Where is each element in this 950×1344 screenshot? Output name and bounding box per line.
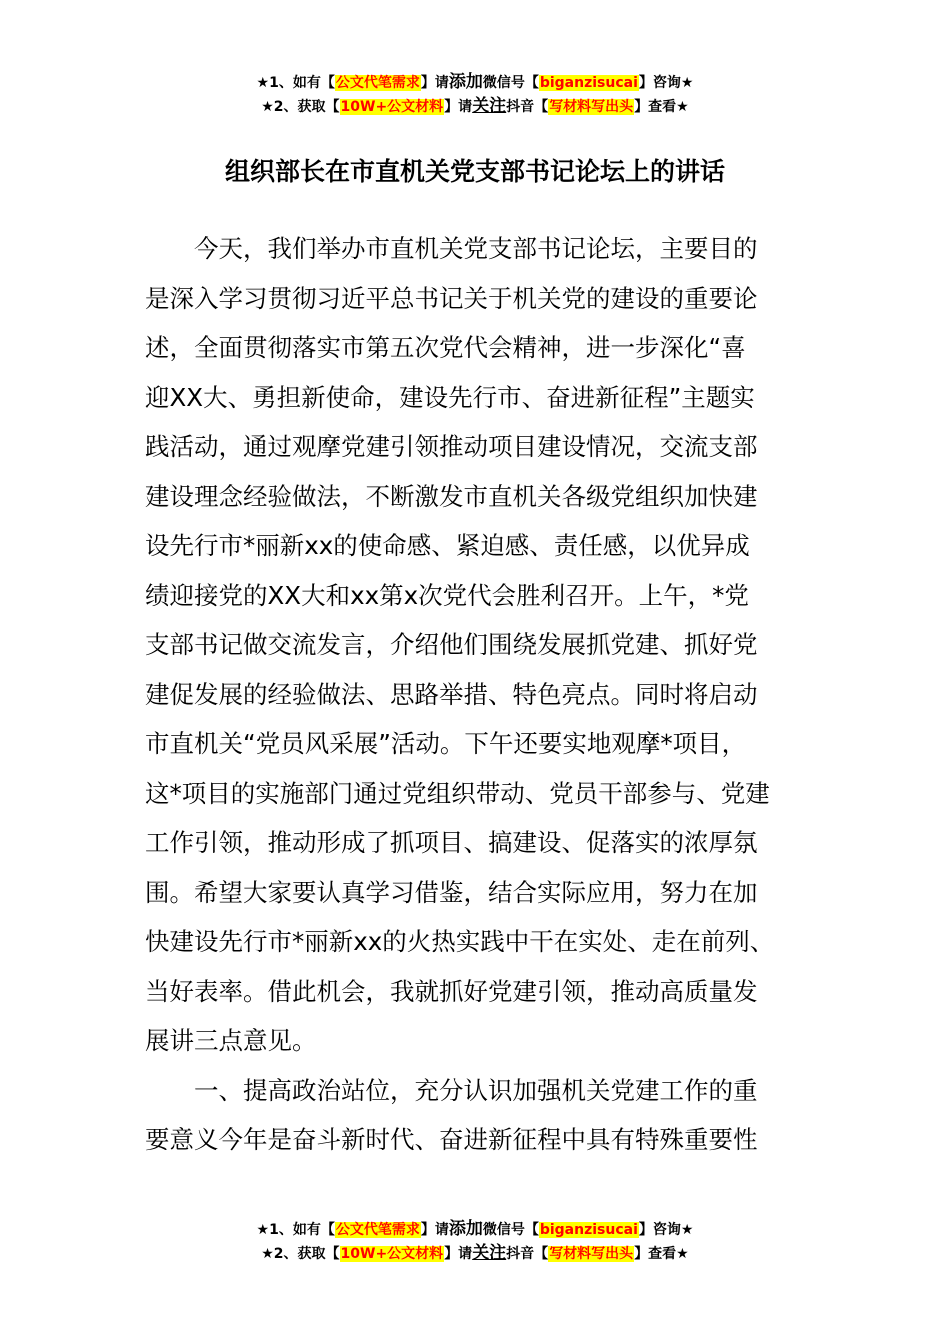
banner-text: ★1、如有【 (256, 75, 335, 91)
banner-text: 微信号【 (482, 75, 539, 91)
banner-highlight: 10W+公文材料 (340, 1246, 444, 1262)
body-text-line: 当好表率。借此机会，我就抓好党建引领，推动高质量发 (145, 976, 758, 1006)
banner-text: 】请 (420, 75, 449, 91)
banner-emphasis: 关注 (472, 96, 507, 116)
body-text-line: 绩迎接党的XX大和xx第x次党代会胜利召开。上午，*党 (145, 580, 749, 610)
banner-text: 】查看★ (634, 1246, 689, 1262)
body-text-line: 展讲三点意见。 (145, 1026, 317, 1055)
banner-text: ★2、获取【 (261, 1246, 340, 1262)
banner-text: 】查看★ (634, 99, 689, 115)
banner-text: 】请 (444, 99, 473, 115)
banner-text: ★1、如有【 (256, 1222, 335, 1238)
body-text-line: 迎XX大、勇担新使命，建设先行市、奋进新征程”主题实 (145, 382, 755, 412)
body-text-line: 要意义今年是奋斗新时代、奋进新征程中具有特殊重要性 (145, 1125, 758, 1154)
body-text-line: 是深入学习贯彻习近平总书记关于机关党的建设的重要论 (145, 283, 758, 313)
body-text-line: 建设理念经验做法，不断激发市直机关各级党组织加快建 (145, 481, 758, 511)
document-title: 组织部长在市直机关党支部书记论坛上的讲话 (224, 157, 725, 186)
footer-banner-line-2 (0, 1241, 950, 1265)
wechat-id-highlight: biganzisucai (539, 1222, 638, 1238)
banner-text: 抖音【 (506, 1246, 549, 1262)
body-text-line: 支部书记做交流发言，介绍他们围绕发展抓党建、抓好党 (145, 630, 758, 659)
footer-banner-line-1 (0, 1217, 950, 1241)
douyin-id-highlight: 写材料写出头 (549, 1246, 634, 1262)
banner-text: 】请 (444, 1246, 473, 1262)
body-text-line: 一、提高政治站位，充分认识加强机关党建工作的重 (145, 1075, 758, 1105)
body-text-line: 建促发展的经验做法、思路举措、特色亮点。同时将启动 (145, 679, 758, 709)
body-text-line: 述，全面贯彻落实市第五次党代会精神，进一步深化“喜 (145, 333, 746, 362)
header-banner-line-1 (0, 70, 950, 94)
banner-emphasis: 关注 (472, 1243, 507, 1263)
body-text-line: 今天，我们举办市直机关党支部书记论坛，主要目的 (145, 234, 758, 263)
banner-emphasis: 添加 (448, 72, 483, 92)
banner-highlight: 公文代笔需求 (335, 1222, 420, 1238)
footer-banner (0, 1217, 950, 1265)
header-banner-line-2 (0, 94, 950, 118)
body-text-line: 快建设先行市*丽新xx的火热实践中干在实处、走在前列、 (145, 927, 775, 956)
body-text-line: 这*项目的实施部门通过党组织带动、党员干部参与、党建 (145, 778, 770, 808)
body-text-line: 工作引领，推动形成了抓项目、搞建设、促落实的浓厚氛 (145, 828, 758, 857)
body-text-line: 市直机关“党员风采展”活动。下午还要实地观摩*项目， (145, 729, 747, 758)
document-body (145, 224, 805, 1165)
banner-text: 】请 (420, 1222, 449, 1238)
banner-highlight: 公文代笔需求 (335, 75, 420, 91)
wechat-id-highlight: biganzisucai (539, 75, 638, 91)
banner-text: 】咨询★ (638, 1222, 694, 1238)
banner-text: 抖音【 (506, 99, 549, 115)
banner-text: 】咨询★ (638, 75, 694, 91)
banner-text: 微信号【 (482, 1222, 539, 1238)
header-banner (0, 70, 950, 118)
body-text-line: 围。希望大家要认真学习借鉴，结合实际应用，努力在加 (145, 877, 758, 907)
body-text-line: 设先行市*丽新xx的使命感、紧迫感、责任感，以优异成 (145, 531, 750, 560)
banner-emphasis: 添加 (448, 1219, 483, 1239)
banner-highlight: 10W+公文材料 (340, 99, 444, 115)
body-text-line: 践活动，通过观摩党建引领推动项目建设情况，交流支部 (145, 432, 758, 461)
banner-text: ★2、获取【 (261, 99, 340, 115)
douyin-id-highlight: 写材料写出头 (549, 99, 634, 115)
